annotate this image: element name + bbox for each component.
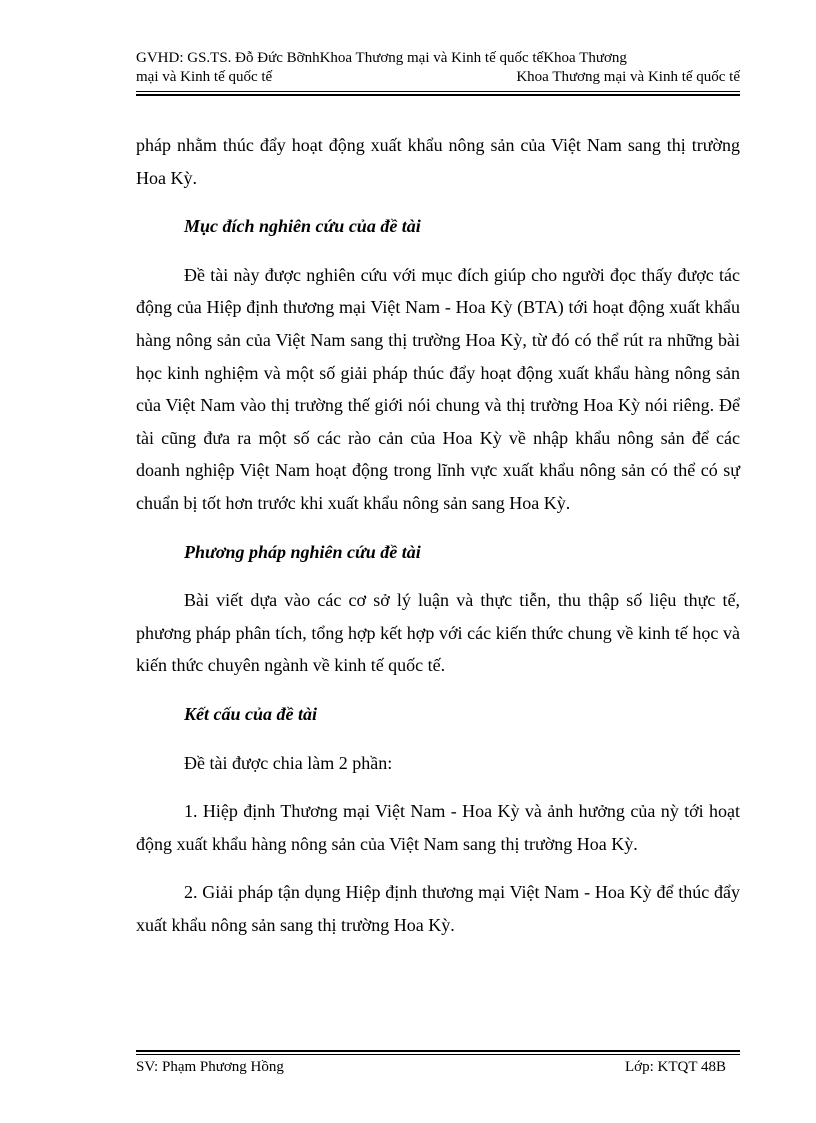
list-item-1: 1. Hiệp định Thương mại Việt Nam - Hoa Kỳ và ảnh hưởng của nỳ tới hoạt động xuất khẩu hàng nông sản của Việt Nam sang thị trường Hoa Kỳ. <box>136 801 740 854</box>
header-divider <box>136 91 740 96</box>
heading-method: Phương pháp nghiên cứu đề tài <box>184 541 421 562</box>
paragraph-method: Bài viết dựa vào các cơ sở lý luận và thực tiễn, thu thập số liệu thực tế, phương pháp phân tích, tổng hợp kết hợp với các kiến thức chung về kinh tế học và kiến thức chuyên ngành về kinh tế quốc tế. <box>136 590 740 676</box>
list-item-2: 2. Giải pháp tận dụng Hiệp định thương mại Việt Nam - Hoa Kỳ để thúc đẩy xuất khẩu nông sản sang thị trường Hoa Kỳ. <box>136 882 740 935</box>
header-text-1: GVHD: GS.TS. Đỗ Đức BỡnhKhoa Thương mại và Kinh tế quốc tếKhoa Thương <box>136 50 627 66</box>
header-text-2-right: Khoa Thương mại và Kinh tế quốc tế <box>516 69 740 85</box>
paragraph-purpose: Đề tài này được nghiên cứu với mục đích giúp cho người đọc thấy được tác động của Hiệp định thương mại Việt Nam - Hoa Kỳ (BTA) tới hoạt động xuất khẩu hàng nông sản của Việt Nam sang thị trường Hoa Kỳ, từ đó có thể rút ra những bài học kinh nghiệm và một số giải pháp thúc đẩy hoạt động xuất khẩu hàng nông sản của Việt Nam vào thị trường thế giới nói chung và thị trường Hoa Kỳ nói riêng. Để tài cũng đưa ra một số các rào cản của Hoa Kỳ về nhập khẩu nông sản để các doanh nghiệp Việt Nam hoạt động trong lĩnh vực xuất khẩu nông sản có thể có sự chuẩn bị tốt hơn trước khi xuất khẩu nông sản sang Hoa Kỳ. <box>136 264 740 513</box>
header-line-1 <box>136 49 740 68</box>
heading-structure: Kết cấu của đề tài <box>184 703 317 724</box>
paragraph-intro: pháp nhằm thúc đẩy hoạt động xuất khẩu nông sản của Việt Nam sang thị trường Hoa Kỳ. <box>136 135 740 188</box>
document-body <box>136 129 740 957</box>
header-line-2 <box>136 68 740 87</box>
footer-divider <box>136 1050 740 1055</box>
page-footer <box>136 1059 740 1076</box>
header-text-2-left: mại và Kinh tế quốc tế <box>136 69 273 85</box>
paragraph-structure: Đề tài được chia làm 2 phần: <box>184 752 393 773</box>
heading-purpose: Mục đích nghiên cứu của đề tài <box>184 216 421 237</box>
footer-class: Lớp: KTQT 48B <box>625 1059 726 1075</box>
footer-student: SV: Phạm Phương Hồng <box>136 1059 284 1075</box>
page-header <box>136 49 740 87</box>
